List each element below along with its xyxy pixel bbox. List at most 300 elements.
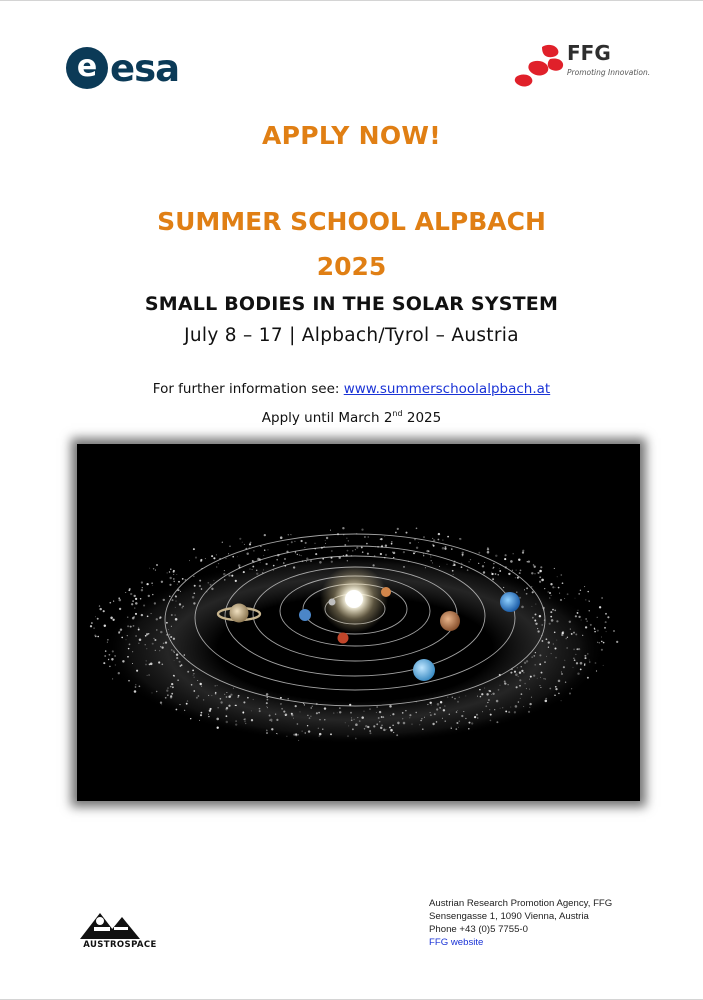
ffg-website-link[interactable]: FFG website xyxy=(429,937,484,948)
debris-particle xyxy=(325,543,326,544)
debris-particle xyxy=(139,685,141,687)
debris-particle xyxy=(548,591,549,592)
debris-particle xyxy=(252,569,253,570)
debris-particle xyxy=(193,690,195,692)
debris-particle xyxy=(433,545,435,547)
debris-particle xyxy=(485,705,487,707)
debris-particle xyxy=(541,579,544,582)
debris-particle xyxy=(578,616,580,618)
debris-particle xyxy=(504,682,506,684)
debris-particle xyxy=(555,587,556,588)
debris-particle xyxy=(587,677,589,679)
debris-particle xyxy=(353,719,354,720)
debris-particle xyxy=(449,714,450,715)
debris-particle xyxy=(208,695,209,696)
debris-particle xyxy=(193,548,195,550)
debris-particle xyxy=(310,707,311,708)
debris-particle xyxy=(259,708,261,710)
debris-particle xyxy=(176,657,178,659)
debris-particle xyxy=(361,716,364,719)
debris-particle xyxy=(526,593,528,595)
debris-particle xyxy=(169,584,171,586)
debris-particle xyxy=(167,688,168,689)
further-info-label: For further information see: xyxy=(152,381,344,397)
debris-particle xyxy=(521,693,523,695)
debris-particle xyxy=(288,534,289,535)
debris-particle xyxy=(216,567,217,568)
debris-particle xyxy=(318,712,320,714)
debris-particle xyxy=(465,695,466,696)
debris-particle xyxy=(173,638,175,640)
debris-particle xyxy=(281,708,283,710)
debris-particle xyxy=(438,533,440,535)
debris-particle xyxy=(589,601,590,602)
debris-particle xyxy=(139,638,142,641)
debris-particle xyxy=(176,709,178,711)
debris-particle xyxy=(518,558,520,560)
debris-particle xyxy=(291,713,293,715)
debris-particle xyxy=(133,625,135,627)
debris-particle xyxy=(596,670,597,671)
debris-particle xyxy=(531,586,532,587)
debris-particle xyxy=(193,602,195,604)
debris-particle xyxy=(522,550,524,552)
debris-particle xyxy=(156,629,157,630)
debris-particle xyxy=(533,564,534,565)
debris-particle xyxy=(244,721,245,722)
debris-particle xyxy=(515,673,518,676)
debris-particle xyxy=(584,664,585,665)
debris-particle xyxy=(145,635,147,637)
debris-particle xyxy=(147,615,149,617)
debris-particle xyxy=(175,615,176,616)
debris-particle xyxy=(115,664,116,665)
debris-particle xyxy=(285,714,288,717)
debris-particle xyxy=(267,707,268,708)
debris-particle xyxy=(436,721,438,723)
debris-particle xyxy=(301,555,302,556)
debris-particle xyxy=(239,538,241,540)
debris-particle xyxy=(516,570,517,571)
debris-particle xyxy=(555,686,557,688)
debris-particle xyxy=(169,577,171,579)
debris-particle xyxy=(545,678,546,679)
debris-particle xyxy=(396,734,398,736)
debris-particle xyxy=(200,714,202,716)
debris-particle xyxy=(249,547,250,548)
debris-particle xyxy=(524,662,526,664)
debris-particle xyxy=(99,605,100,606)
debris-particle xyxy=(522,552,524,554)
debris-particle xyxy=(555,657,557,659)
debris-particle xyxy=(230,694,232,696)
debris-particle xyxy=(94,635,96,637)
debris-particle xyxy=(242,542,243,543)
debris-particle xyxy=(211,695,212,696)
debris-particle xyxy=(496,721,498,723)
solar-system-illustration xyxy=(77,444,640,801)
planet-venus xyxy=(381,587,391,597)
debris-particle xyxy=(529,679,530,680)
debris-particle xyxy=(576,648,578,650)
debris-particle xyxy=(319,719,320,720)
debris-particle xyxy=(352,550,353,551)
debris-particle xyxy=(266,706,267,707)
debris-particle xyxy=(510,672,512,674)
debris-particle xyxy=(159,617,160,618)
debris-particle xyxy=(179,661,181,663)
debris-particle xyxy=(147,675,148,676)
debris-particle xyxy=(521,606,524,609)
debris-particle xyxy=(425,567,426,568)
debris-particle xyxy=(125,592,126,593)
debris-particle xyxy=(324,719,325,720)
debris-particle xyxy=(548,641,550,643)
debris-particle xyxy=(366,543,368,545)
debris-particle xyxy=(535,623,537,625)
debris-particle xyxy=(131,603,133,605)
debris-particle xyxy=(470,559,471,560)
debris-particle xyxy=(557,576,558,577)
event-year: 2025 xyxy=(316,252,387,281)
debris-particle xyxy=(468,728,470,730)
debris-particle xyxy=(151,613,152,614)
debris-particle xyxy=(406,532,408,534)
debris-particle xyxy=(171,693,173,695)
ffg-logo-wordmark: FFG xyxy=(567,41,611,65)
austrospace-logo xyxy=(74,909,166,953)
debris-particle xyxy=(217,727,219,729)
debris-particle xyxy=(201,588,203,590)
debris-particle xyxy=(132,663,133,664)
debris-particle xyxy=(594,628,595,629)
debris-particle xyxy=(505,710,507,712)
debris-particle xyxy=(232,556,234,558)
debris-particle xyxy=(499,570,501,572)
debris-particle xyxy=(478,552,480,554)
debris-particle xyxy=(392,552,393,553)
debris-particle xyxy=(474,716,476,718)
debris-particle xyxy=(280,536,283,539)
debris-particle xyxy=(180,591,181,592)
debris-particle xyxy=(330,530,331,531)
debris-particle xyxy=(357,717,358,718)
debris-particle xyxy=(287,544,288,545)
debris-particle xyxy=(111,658,113,660)
debris-particle xyxy=(199,580,201,582)
debris-particle xyxy=(171,626,172,627)
debris-particle xyxy=(532,591,534,593)
debris-particle xyxy=(307,725,308,726)
debris-particle xyxy=(380,553,382,555)
debris-particle xyxy=(173,574,174,575)
debris-particle xyxy=(280,697,282,699)
debris-particle xyxy=(495,555,497,557)
debris-particle xyxy=(483,571,485,573)
debris-particle xyxy=(529,689,530,690)
debris-particle xyxy=(216,718,219,721)
debris-particle xyxy=(526,660,528,662)
debris-particle xyxy=(355,723,358,726)
debris-particle xyxy=(250,569,251,570)
debris-particle xyxy=(569,621,571,623)
debris-particle xyxy=(152,692,153,693)
debris-particle xyxy=(223,573,226,576)
debris-particle xyxy=(498,689,500,691)
debris-particle xyxy=(304,547,305,548)
debris-particle xyxy=(521,666,522,667)
debris-particle xyxy=(237,696,239,698)
debris-particle xyxy=(589,660,590,661)
debris-particle xyxy=(242,712,244,714)
debris-particle xyxy=(370,732,372,734)
debris-particle xyxy=(146,633,148,635)
debris-particle xyxy=(224,570,225,571)
debris-particle xyxy=(331,550,332,551)
debris-particle xyxy=(253,699,254,700)
debris-particle xyxy=(316,712,318,714)
debris-particle xyxy=(192,670,194,672)
debris-particle xyxy=(560,599,562,601)
debris-particle xyxy=(499,568,500,569)
debris-particle xyxy=(431,557,432,558)
debris-particle xyxy=(294,541,295,542)
debris-particle xyxy=(559,593,560,594)
debris-particle xyxy=(251,710,252,711)
debris-particle xyxy=(577,612,579,614)
debris-particle xyxy=(577,673,579,675)
debris-particle xyxy=(409,542,411,544)
debris-particle xyxy=(315,543,316,544)
debris-particle xyxy=(405,710,406,711)
debris-particle xyxy=(409,717,410,718)
debris-particle xyxy=(152,643,154,645)
debris-particle xyxy=(545,700,548,703)
debris-particle xyxy=(168,629,169,630)
debris-particle xyxy=(333,713,334,714)
debris-particle xyxy=(556,620,558,622)
debris-particle xyxy=(461,566,463,568)
debris-particle xyxy=(454,698,455,699)
debris-particle xyxy=(486,693,488,695)
debris-particle xyxy=(145,664,147,666)
debris-particle xyxy=(443,709,445,711)
debris-particle xyxy=(308,730,310,732)
debris-particle xyxy=(505,554,507,556)
debris-particle xyxy=(267,699,269,701)
debris-particle xyxy=(213,580,214,581)
debris-particle xyxy=(105,650,106,651)
debris-particle xyxy=(567,637,568,638)
debris-particle xyxy=(518,701,520,703)
debris-particle xyxy=(331,561,333,563)
debris-particle xyxy=(514,671,516,673)
website-link[interactable]: www.summerschoolalpbach.at xyxy=(343,381,551,397)
debris-particle xyxy=(517,577,519,579)
debris-particle xyxy=(606,631,607,632)
debris-particle xyxy=(118,632,120,634)
debris-particle xyxy=(491,572,492,573)
debris-particle xyxy=(539,663,541,665)
debris-particle xyxy=(156,564,158,566)
debris-particle xyxy=(605,613,607,615)
debris-particle xyxy=(515,577,516,578)
debris-particle xyxy=(390,729,393,732)
debris-particle xyxy=(587,591,588,592)
debris-particle xyxy=(584,655,586,657)
debris-particle xyxy=(133,595,135,597)
debris-particle xyxy=(304,704,305,705)
debris-particle xyxy=(97,636,99,638)
debris-particle xyxy=(149,568,150,569)
debris-particle xyxy=(549,688,551,690)
debris-particle xyxy=(487,702,488,703)
debris-particle xyxy=(540,677,541,678)
debris-particle xyxy=(395,532,397,534)
debris-particle xyxy=(361,546,363,548)
debris-particle xyxy=(225,558,226,559)
debris-particle xyxy=(127,625,129,627)
debris-particle xyxy=(580,590,581,591)
debris-particle xyxy=(350,712,352,714)
debris-particle xyxy=(114,655,116,657)
debris-particle xyxy=(171,683,173,685)
debris-particle xyxy=(534,664,536,666)
debris-particle xyxy=(546,656,547,657)
debris-particle xyxy=(595,662,597,664)
debris-particle xyxy=(519,671,521,673)
debris-particle xyxy=(315,553,317,555)
debris-particle xyxy=(403,566,405,568)
debris-particle xyxy=(415,712,416,713)
debris-particle xyxy=(266,702,268,704)
debris-particle xyxy=(564,660,565,661)
debris-particle xyxy=(264,534,266,536)
deadline-ordinal: nd xyxy=(392,409,403,418)
debris-particle xyxy=(393,552,396,555)
contact-phone: Phone +43 (0)5 7755-0 xyxy=(429,924,528,935)
debris-particle xyxy=(534,566,536,568)
debris-particle xyxy=(529,707,530,708)
debris-particle xyxy=(554,610,556,612)
debris-particle xyxy=(319,561,322,564)
debris-particle xyxy=(256,573,258,575)
debris-particle xyxy=(201,712,203,714)
debris-particle xyxy=(421,718,422,719)
debris-particle xyxy=(585,618,586,619)
contact-block xyxy=(429,897,612,949)
debris-particle xyxy=(295,551,296,552)
debris-particle xyxy=(453,574,454,575)
debris-particle xyxy=(307,715,308,716)
debris-particle xyxy=(135,686,137,688)
contact-organization: Austrian Research Promotion Agency, FFG xyxy=(429,898,613,909)
debris-particle xyxy=(601,641,603,643)
debris-particle xyxy=(345,722,346,723)
debris-particle xyxy=(437,703,440,706)
debris-particle xyxy=(166,690,168,692)
esa-logo-letter: e xyxy=(76,48,98,84)
debris-particle xyxy=(554,647,556,649)
debris-particle xyxy=(432,723,434,725)
debris-particle xyxy=(210,584,212,586)
debris-particle xyxy=(146,660,147,661)
debris-particle xyxy=(571,688,572,689)
debris-particle xyxy=(198,695,200,697)
debris-particle xyxy=(531,656,533,658)
debris-particle xyxy=(541,624,542,625)
debris-particle xyxy=(175,595,177,597)
debris-particle xyxy=(534,573,535,574)
debris-particle xyxy=(549,623,551,625)
debris-particle xyxy=(305,542,307,544)
debris-particle xyxy=(389,727,391,729)
debris-particle xyxy=(156,691,157,692)
debris-particle xyxy=(155,570,156,571)
deadline-year: 2025 xyxy=(402,410,442,426)
debris-particle xyxy=(601,636,602,637)
debris-particle xyxy=(496,700,499,703)
debris-particle xyxy=(480,696,481,697)
debris-particle xyxy=(384,536,385,537)
debris-particle xyxy=(176,601,177,602)
debris-particle xyxy=(573,632,575,634)
debris-particle xyxy=(226,715,228,717)
debris-particle xyxy=(132,651,133,652)
debris-particle xyxy=(456,728,458,730)
planet-mars xyxy=(338,633,349,644)
debris-particle xyxy=(135,635,137,637)
debris-particle xyxy=(526,688,527,689)
debris-particle xyxy=(220,698,222,700)
planet-earth xyxy=(299,609,311,621)
debris-particle xyxy=(537,678,538,679)
debris-particle xyxy=(132,600,134,602)
debris-particle xyxy=(383,729,386,732)
debris-particle xyxy=(389,705,392,708)
debris-particle xyxy=(493,563,494,564)
debris-particle xyxy=(153,568,154,569)
debris-particle xyxy=(348,540,349,541)
debris-particle xyxy=(380,538,382,540)
debris-particle xyxy=(253,550,254,551)
debris-particle xyxy=(293,734,295,736)
debris-particle xyxy=(403,551,405,553)
austrospace-wordmark: AUSTROSPACE xyxy=(83,940,157,950)
debris-particle xyxy=(478,563,479,564)
debris-particle xyxy=(134,608,135,609)
debris-particle xyxy=(190,718,191,719)
debris-particle xyxy=(160,631,162,633)
debris-particle xyxy=(562,582,564,584)
debris-particle xyxy=(99,608,101,610)
debris-particle xyxy=(277,733,278,734)
debris-particle xyxy=(222,542,223,543)
debris-particle xyxy=(580,669,582,671)
debris-particle xyxy=(508,711,510,713)
debris-particle xyxy=(603,642,605,644)
debris-particle xyxy=(537,628,538,629)
planet-neptune xyxy=(500,592,520,612)
debris-particle xyxy=(297,554,298,555)
debris-particle xyxy=(176,653,178,655)
debris-particle xyxy=(93,627,94,628)
debris-particle xyxy=(519,572,521,574)
debris-particle xyxy=(456,722,458,724)
debris-particle xyxy=(549,597,551,599)
debris-particle xyxy=(397,722,400,725)
debris-particle xyxy=(533,675,535,677)
